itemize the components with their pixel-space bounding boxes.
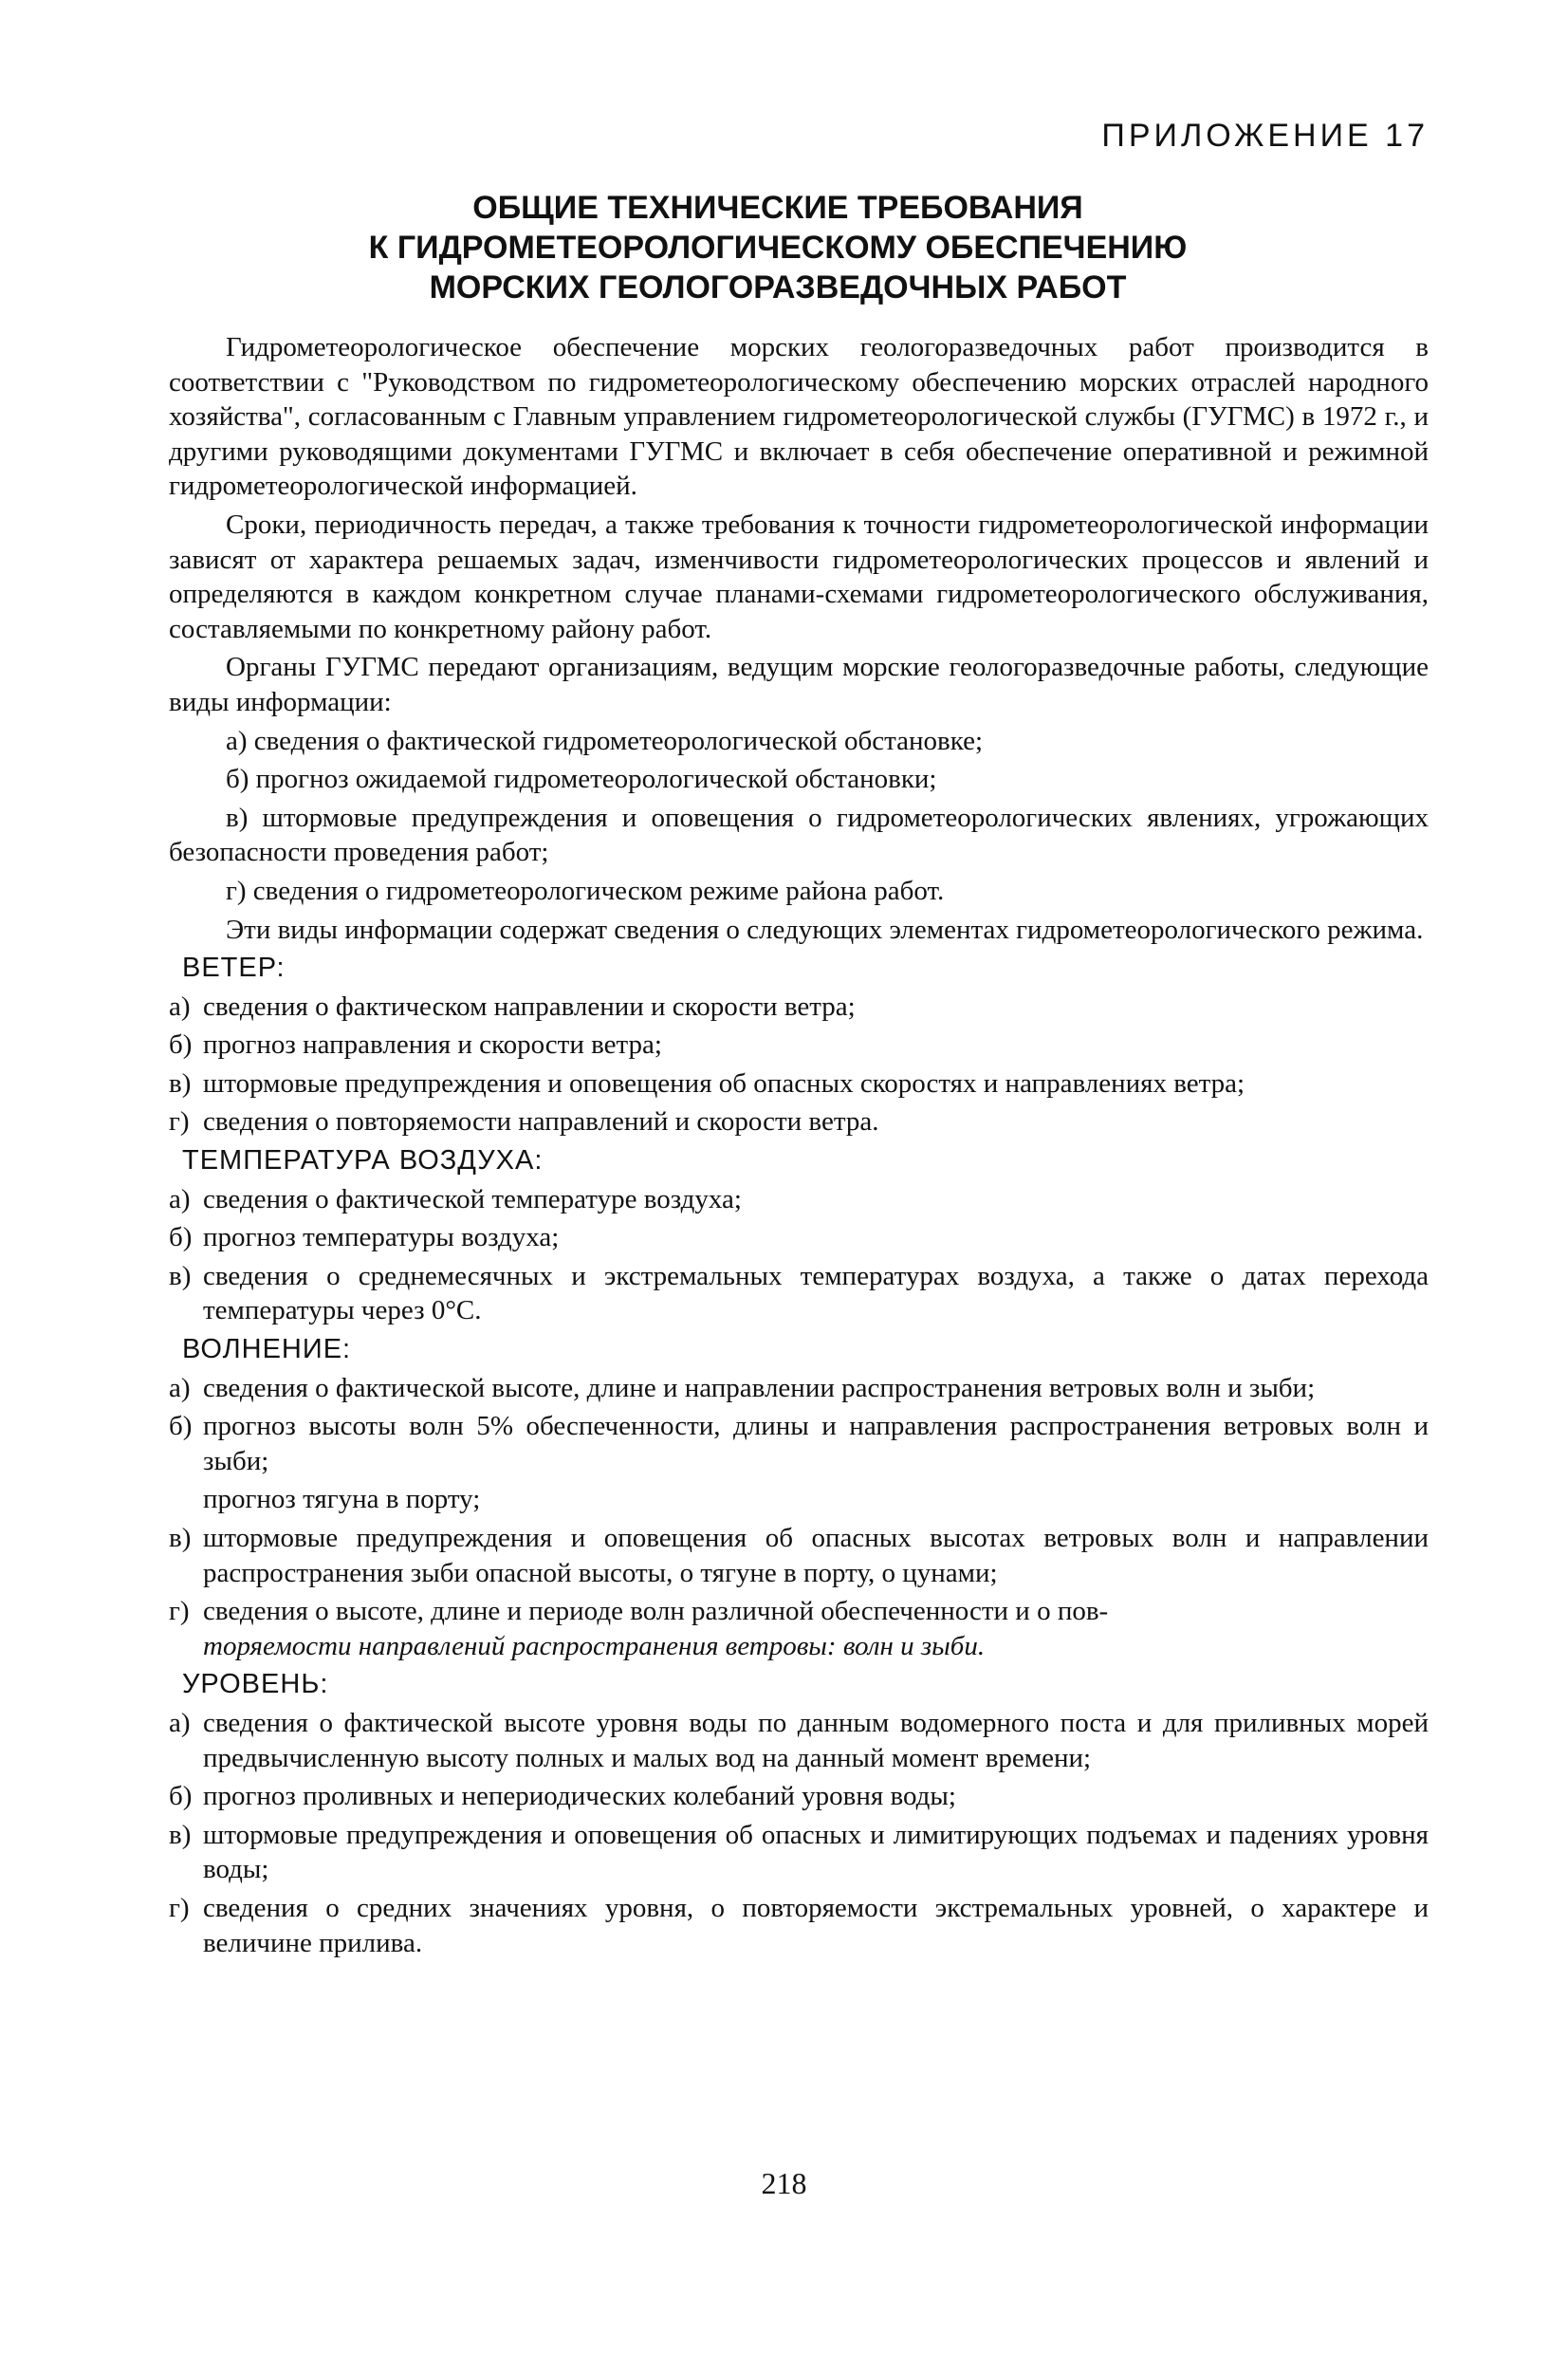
list-text: прогноз проливных и непериодических колебаний уровня воды; — [203, 1781, 956, 1812]
list-text — [203, 1594, 1429, 1663]
intro-paragraph: Гидрометеорологическое обеспечение морских геологоразведочных работ производится в соответствии с "Руководством по гидрометеорологическому обеспечению морских отраслей народного хозяйства", согласованным с Главным управлением гидрометеорологической службы (ГУГМС) в 1972 г., и другими руководящими документами ГУГМС и включает в себя обеспечение оперативной и режимной гидрометеорологической информацией. — [169, 332, 1429, 502]
list-text: сведения о фактическом направлении и скорости ветра; — [203, 991, 856, 1022]
list-item — [169, 1104, 1429, 1139]
elements-intro: Эти виды информации содержат сведения о следующих элементах гидрометеорологического режима. — [226, 914, 1424, 945]
list-item — [169, 990, 1429, 1025]
list-text: прогноз высоты волн 5% обеспеченности, длины и направления распространения ветровых волн и зыби; — [203, 1411, 1429, 1476]
list-marker: б) — [169, 1222, 193, 1253]
list-item — [169, 1220, 1429, 1255]
list-marker: в) — [169, 1523, 192, 1553]
list-text-line-italic: торяемости направлений распространения ветровы: волн и зыби. — [203, 1630, 986, 1661]
list-text: сведения о фактической высоте уровня воды по данным водомерного поста и для приливных морей предвычисленную высоту полных и малых вод на данный момент времени; — [203, 1707, 1429, 1773]
title-line: МОРСКИХ ГЕОЛОГОРАЗВЕДОЧНЫХ РАБОТ — [429, 269, 1127, 306]
list-marker: а) — [169, 1183, 191, 1214]
list-text-line: сведения о высоте, длине и периоде волн различной обеспеченности и о пов- — [203, 1596, 1109, 1627]
list-text: прогноз температуры воздуха; — [203, 1222, 560, 1253]
list-marker: а) — [169, 1707, 191, 1738]
list-item — [169, 1182, 1429, 1217]
list-marker: а) — [169, 1372, 191, 1403]
list-item — [169, 1779, 1429, 1814]
section-heading-wind: ВЕТЕР: — [182, 953, 286, 984]
info-type-item: г) сведения о гидрометеорологическом режиме района работ. — [226, 875, 945, 906]
list-marker: б) — [169, 1411, 193, 1442]
list-text: сведения о средних значениях уровня, о повторяемости экстремальных уровней, о характере и величине прилива. — [203, 1892, 1429, 1958]
page-number: 218 — [761, 2166, 807, 2200]
list-item — [169, 1818, 1429, 1887]
list-marker: б) — [169, 1781, 193, 1812]
list-text: прогноз направления и скорости ветра; — [203, 1029, 662, 1061]
list-item — [169, 1521, 1429, 1590]
list-marker: г) — [169, 1892, 190, 1923]
list-item — [169, 1409, 1429, 1478]
list-text: штормовые предупреждения и оповещения об опасных скоростях и направлениях ветра; — [203, 1067, 1245, 1099]
list-item — [169, 1706, 1429, 1775]
list-marker: в) — [169, 1067, 192, 1099]
list-text: сведения о фактической высоте, длине и направлении распространения ветровых волн и зыби; — [203, 1372, 1316, 1403]
list-subline: прогноз тягуна в порту; — [203, 1484, 481, 1515]
info-type-item: а) сведения о фактической гидрометеорологической обстановке; — [226, 725, 984, 756]
intro-paragraph: Органы ГУГМС передают организациям, ведущим морские геологоразведочные работы, следующие виды информации: — [169, 652, 1429, 717]
list-marker: а) — [169, 991, 191, 1022]
list-marker: в) — [169, 1819, 192, 1850]
document-title — [190, 188, 1366, 307]
section-heading-air-temperature: ТЕМПЕРАТУРА ВОЗДУХА: — [182, 1145, 544, 1176]
title-line: К ГИДРОМЕТЕОРОЛОГИЧЕСКОМУ ОБЕСПЕЧЕНИЮ — [368, 230, 1188, 266]
list-text: сведения о среднемесячных и экстремальных температурах воздуха, а также о датах перехода температуры через 0°С. — [203, 1260, 1429, 1326]
list-marker: б) — [169, 1029, 193, 1061]
list-item — [169, 1594, 1429, 1663]
list-marker: в) — [169, 1260, 192, 1291]
info-type-item: б) прогноз ожидаемой гидрометеорологической обстановки; — [226, 764, 937, 795]
section-heading-level: УРОВЕНЬ: — [182, 1669, 329, 1700]
list-text: штормовые предупреждения и оповещения об опасных высотах ветровых волн и направлении распространения зыби опасной высоты, о тягуне в порту, о цунами; — [203, 1523, 1429, 1588]
list-item — [169, 1028, 1429, 1063]
title-line: ОБЩИЕ ТЕХНИЧЕСКИЕ ТРЕБОВАНИЯ — [472, 190, 1083, 226]
list-item — [169, 1259, 1429, 1328]
appendix-label: ПРИЛОЖЕНИЕ 17 — [1101, 118, 1429, 154]
intro-paragraph: Сроки, периодичность передач, а также требования к точности гидрометеорологической информации зависят от характера решаемых задач, изменчивости гидрометеорологических процессов и явлений и определяются в каждом конкретном случае планами-схемами гидрометеорологического обслуживания, составляемыми по конкретному району работ. — [169, 509, 1429, 644]
list-marker: г) — [169, 1596, 190, 1627]
list-item — [169, 1371, 1429, 1406]
section-heading-waves: ВОЛНЕНИЕ: — [182, 1334, 352, 1365]
list-text: штормовые предупреждения и оповещения об опасных и лимитирующих подъемах и падениях уровня воды; — [203, 1819, 1429, 1885]
document-body — [169, 330, 1429, 1964]
list-text: сведения о повторяемости направлений и скорости ветра. — [203, 1106, 879, 1138]
info-type-item: в) штормовые предупреждения и оповещения о гидрометеорологических явлениях, угрожающих безопасности проведения работ; — [169, 802, 1429, 868]
list-item — [169, 1891, 1429, 1960]
list-item — [169, 1066, 1429, 1102]
list-text: сведения о фактической температуре воздуха; — [203, 1183, 742, 1214]
list-marker: г) — [169, 1106, 190, 1138]
